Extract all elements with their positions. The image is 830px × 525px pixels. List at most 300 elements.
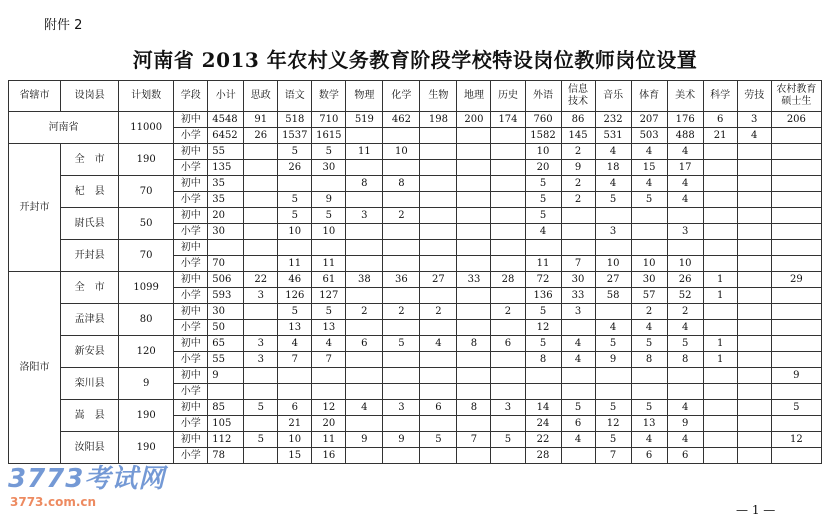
table-cell: 488: [667, 128, 703, 144]
table-cell: [420, 352, 457, 368]
table-cell: 20: [312, 416, 346, 432]
table-cell: 7: [278, 352, 312, 368]
table-cell: 3: [595, 224, 631, 240]
watermark-url: 3773.com.cn: [10, 495, 97, 509]
table-cell: [457, 304, 491, 320]
table-cell: [703, 400, 737, 416]
table-cell: [771, 304, 821, 320]
table-row: [9, 112, 822, 128]
watermark-logo: [8, 458, 165, 509]
table-row: [9, 208, 822, 224]
table-cell: [631, 368, 667, 384]
column-header: 计划数: [119, 81, 174, 112]
table-cell: 10: [278, 432, 312, 448]
table-cell: [457, 144, 491, 160]
table-cell: 2: [383, 208, 420, 224]
table-cell: [703, 192, 737, 208]
table-cell: [383, 448, 420, 464]
table-cell: [420, 144, 457, 160]
table-cell: 13: [631, 416, 667, 432]
table-cell: [491, 256, 525, 272]
table-cell: [420, 416, 457, 432]
table-cell: 5: [383, 336, 420, 352]
table-cell: 4: [278, 336, 312, 352]
table-cell: [383, 256, 420, 272]
table-cell: [491, 192, 525, 208]
table-cell: 55: [208, 144, 244, 160]
table-cell: [346, 352, 383, 368]
watermark-main: 3773考试网: [8, 464, 166, 494]
table-cell: [457, 240, 491, 256]
table-row: [9, 240, 822, 256]
table-cell: 6: [561, 416, 595, 432]
table-cell: 2: [667, 304, 703, 320]
table-cell: [703, 240, 737, 256]
table-cell: [525, 384, 561, 400]
table-cell: [244, 208, 278, 224]
plan-count: 190: [119, 432, 174, 464]
table-cell: 4: [595, 176, 631, 192]
table-cell: 4548: [208, 112, 244, 128]
table-cell: [208, 240, 244, 256]
table-cell: [346, 192, 383, 208]
table-cell: [346, 160, 383, 176]
table-cell: [312, 240, 346, 256]
table-cell: 5: [244, 400, 278, 416]
table-cell: [771, 256, 821, 272]
table-cell: [278, 176, 312, 192]
table-cell: 5: [244, 432, 278, 448]
table-cell: 9: [346, 432, 383, 448]
table-cell: [771, 192, 821, 208]
table-cell: 7: [312, 352, 346, 368]
table-cell: 4: [667, 400, 703, 416]
table-cell: [383, 240, 420, 256]
header-row: [9, 81, 822, 112]
table-cell: 初中: [174, 144, 208, 160]
table-cell: 72: [525, 272, 561, 288]
table-cell: [457, 416, 491, 432]
table-cell: [312, 368, 346, 384]
table-cell: [244, 416, 278, 432]
table-cell: 16: [312, 448, 346, 464]
table-cell: [595, 384, 631, 400]
table-cell: 小学: [174, 224, 208, 240]
table-cell: [244, 448, 278, 464]
table-row: [9, 272, 822, 288]
table-cell: 4: [667, 320, 703, 336]
table-cell: 46: [278, 272, 312, 288]
table-cell: 4: [667, 432, 703, 448]
table-cell: 12: [595, 416, 631, 432]
table-cell: 2: [561, 176, 595, 192]
table-cell: 4: [631, 176, 667, 192]
table-cell: 519: [346, 112, 383, 128]
table-cell: 6: [631, 448, 667, 464]
table-cell: 11: [312, 432, 346, 448]
column-header: 学段: [174, 81, 208, 112]
table-cell: 33: [561, 288, 595, 304]
table-cell: 初中: [174, 112, 208, 128]
table-cell: [667, 208, 703, 224]
table-cell: [457, 448, 491, 464]
table-cell: 11: [312, 256, 346, 272]
table-row: [9, 176, 822, 192]
table-cell: [491, 176, 525, 192]
table-cell: 206: [771, 112, 821, 128]
table-cell: 5: [278, 144, 312, 160]
table-cell: 38: [346, 272, 383, 288]
table-cell: 6: [420, 400, 457, 416]
table-cell: [420, 192, 457, 208]
plan-count: 120: [119, 336, 174, 368]
table-cell: 4: [737, 128, 771, 144]
table-cell: 小学: [174, 416, 208, 432]
table-cell: 136: [525, 288, 561, 304]
table-cell: [737, 144, 771, 160]
plan-count: 80: [119, 304, 174, 336]
table-cell: 5: [525, 336, 561, 352]
table-cell: [278, 384, 312, 400]
table-cell: 7: [595, 448, 631, 464]
table-cell: [244, 256, 278, 272]
column-header: 信息 技术: [561, 81, 595, 112]
table-cell: 26: [244, 128, 278, 144]
table-cell: [737, 400, 771, 416]
table-cell: [420, 176, 457, 192]
table-cell: 52: [667, 288, 703, 304]
city-name: 洛阳市: [9, 272, 61, 464]
table-cell: 小学: [174, 192, 208, 208]
table-row: [9, 432, 822, 448]
table-cell: [737, 336, 771, 352]
table-cell: 24: [525, 416, 561, 432]
table-cell: [737, 448, 771, 464]
table-cell: 5: [631, 400, 667, 416]
table-cell: 5: [595, 192, 631, 208]
table-cell: [771, 336, 821, 352]
table-cell: [703, 304, 737, 320]
table-cell: 30: [561, 272, 595, 288]
table-cell: [737, 384, 771, 400]
table-cell: 3: [737, 112, 771, 128]
table-cell: 5: [312, 208, 346, 224]
table-cell: [457, 256, 491, 272]
table-cell: [208, 384, 244, 400]
table-cell: [771, 448, 821, 464]
table-cell: [491, 416, 525, 432]
table-cell: [346, 384, 383, 400]
table-cell: [703, 384, 737, 400]
table-cell: 21: [703, 128, 737, 144]
table-cell: [561, 368, 595, 384]
table-cell: 30: [208, 304, 244, 320]
table-cell: [737, 352, 771, 368]
table-cell: 17: [667, 160, 703, 176]
table-cell: 8: [631, 352, 667, 368]
table-cell: [346, 224, 383, 240]
table-cell: 3: [244, 336, 278, 352]
plan-count: 9: [119, 368, 174, 400]
table-cell: [737, 304, 771, 320]
table-cell: 初中: [174, 208, 208, 224]
table-cell: [491, 128, 525, 144]
table-cell: 6: [346, 336, 383, 352]
table-cell: [737, 208, 771, 224]
plan-count: 50: [119, 208, 174, 240]
table-cell: [525, 240, 561, 256]
table-cell: 21: [278, 416, 312, 432]
table-cell: 11: [525, 256, 561, 272]
plan-count: 190: [119, 144, 174, 176]
table-cell: 57: [631, 288, 667, 304]
table-cell: [771, 240, 821, 256]
table-cell: 4: [525, 224, 561, 240]
table-cell: [278, 240, 312, 256]
table-cell: [703, 368, 737, 384]
table-cell: [244, 192, 278, 208]
city-name: 开封市: [9, 144, 61, 272]
table-cell: 5: [278, 192, 312, 208]
table-cell: [703, 432, 737, 448]
table-cell: 4: [667, 144, 703, 160]
table-cell: 小学: [174, 352, 208, 368]
table-cell: [420, 224, 457, 240]
table-cell: 8: [525, 352, 561, 368]
column-header: 科学: [703, 81, 737, 112]
table-cell: 初中: [174, 304, 208, 320]
table-cell: [457, 368, 491, 384]
table-cell: 1537: [278, 128, 312, 144]
table-cell: 12: [771, 432, 821, 448]
table-cell: 3: [244, 352, 278, 368]
table-cell: 5: [771, 400, 821, 416]
table-cell: [631, 384, 667, 400]
table-cell: 65: [208, 336, 244, 352]
column-header: 生物: [420, 81, 457, 112]
table-cell: 初中: [174, 176, 208, 192]
table-cell: 14: [525, 400, 561, 416]
table-cell: 初中: [174, 400, 208, 416]
table-cell: [737, 176, 771, 192]
plan-count: 70: [119, 176, 174, 208]
table-cell: 10: [312, 224, 346, 240]
table-cell: 61: [312, 272, 346, 288]
table-cell: 4: [420, 336, 457, 352]
table-cell: 5: [595, 400, 631, 416]
table-cell: [703, 320, 737, 336]
table-cell: 8: [667, 352, 703, 368]
table-cell: [737, 272, 771, 288]
table-cell: [737, 256, 771, 272]
table-cell: [244, 368, 278, 384]
table-cell: 11: [278, 256, 312, 272]
table-cell: 105: [208, 416, 244, 432]
table-cell: [457, 128, 491, 144]
table-cell: [771, 224, 821, 240]
table-cell: [631, 224, 667, 240]
table-cell: [771, 128, 821, 144]
table-cell: [737, 320, 771, 336]
table-cell: 4: [595, 320, 631, 336]
county-name: 栾川县: [61, 368, 119, 400]
table-cell: [420, 368, 457, 384]
table-cell: 5: [667, 336, 703, 352]
table-cell: 5: [491, 432, 525, 448]
table-cell: [420, 240, 457, 256]
table-cell: [244, 176, 278, 192]
table-cell: [561, 384, 595, 400]
table-cell: [278, 368, 312, 384]
table-cell: 462: [383, 112, 420, 128]
table-cell: 35: [208, 192, 244, 208]
table-cell: [737, 416, 771, 432]
table-cell: [491, 320, 525, 336]
table-cell: 593: [208, 288, 244, 304]
plan-count: 190: [119, 400, 174, 432]
table-cell: 初中: [174, 336, 208, 352]
table-cell: 小学: [174, 128, 208, 144]
table-cell: 1: [703, 288, 737, 304]
table-cell: [346, 416, 383, 432]
table-cell: [457, 224, 491, 240]
table-cell: 9: [312, 192, 346, 208]
table-cell: 531: [595, 128, 631, 144]
table-cell: [244, 384, 278, 400]
table-cell: 8: [457, 336, 491, 352]
table-row: [9, 336, 822, 352]
table-cell: [491, 352, 525, 368]
table-cell: [420, 448, 457, 464]
positions-table: [8, 80, 822, 464]
table-cell: 3: [346, 208, 383, 224]
table-cell: [491, 384, 525, 400]
table-cell: 小学: [174, 288, 208, 304]
table-cell: 35: [208, 176, 244, 192]
table-cell: 518: [278, 112, 312, 128]
table-cell: [383, 416, 420, 432]
table-cell: [667, 368, 703, 384]
table-cell: 760: [525, 112, 561, 128]
table-cell: 5: [312, 304, 346, 320]
table-cell: [457, 352, 491, 368]
column-header: 地理: [457, 81, 491, 112]
table-cell: [525, 368, 561, 384]
table-cell: 28: [491, 272, 525, 288]
table-cell: 135: [208, 160, 244, 176]
table-cell: 1582: [525, 128, 561, 144]
table-cell: [457, 176, 491, 192]
table-cell: 29: [771, 272, 821, 288]
table-cell: 9: [561, 160, 595, 176]
table-cell: [703, 256, 737, 272]
table-cell: [346, 368, 383, 384]
table-cell: 26: [667, 272, 703, 288]
table-cell: [631, 240, 667, 256]
table-cell: [737, 160, 771, 176]
table-cell: 20: [208, 208, 244, 224]
table-cell: 小学: [174, 320, 208, 336]
table-cell: [771, 384, 821, 400]
table-cell: [457, 160, 491, 176]
table-cell: [244, 144, 278, 160]
table-cell: [420, 128, 457, 144]
table-cell: [420, 320, 457, 336]
table-cell: [771, 288, 821, 304]
table-cell: [703, 416, 737, 432]
table-cell: 9: [383, 432, 420, 448]
table-row: [9, 144, 822, 160]
county-name: 全 市: [61, 144, 119, 176]
table-cell: 小学: [174, 160, 208, 176]
table-cell: 2: [346, 304, 383, 320]
table-cell: 6: [278, 400, 312, 416]
table-cell: 28: [525, 448, 561, 464]
table-cell: [383, 384, 420, 400]
table-cell: [771, 208, 821, 224]
table-cell: 20: [525, 160, 561, 176]
table-row: [9, 400, 822, 416]
table-cell: 26: [278, 160, 312, 176]
table-row: [9, 368, 822, 384]
table-cell: [561, 240, 595, 256]
table-cell: [561, 224, 595, 240]
table-cell: [667, 384, 703, 400]
table-cell: 5: [278, 304, 312, 320]
table-cell: 55: [208, 352, 244, 368]
table-cell: 6: [703, 112, 737, 128]
table-cell: [703, 448, 737, 464]
table-cell: 5: [312, 144, 346, 160]
plan-count: 1099: [119, 272, 174, 304]
table-cell: 2: [631, 304, 667, 320]
table-cell: 10: [383, 144, 420, 160]
table-cell: 50: [208, 320, 244, 336]
table-cell: 30: [631, 272, 667, 288]
table-cell: 2: [491, 304, 525, 320]
table-cell: 15: [278, 448, 312, 464]
table-cell: [737, 368, 771, 384]
column-header: 音乐: [595, 81, 631, 112]
county-name: 汝阳县: [61, 432, 119, 464]
table-cell: [595, 240, 631, 256]
table-cell: [420, 208, 457, 224]
table-cell: [312, 384, 346, 400]
table-cell: 85: [208, 400, 244, 416]
page-title: 河南省 2013 年农村义务教育阶段学校特设岗位教师岗位设置: [132, 48, 698, 72]
table-cell: [737, 432, 771, 448]
column-header: 设岗县: [61, 81, 119, 112]
table-cell: 22: [244, 272, 278, 288]
table-cell: 174: [491, 112, 525, 128]
table-cell: 207: [631, 112, 667, 128]
table-cell: [703, 144, 737, 160]
table-cell: 4: [561, 432, 595, 448]
table-cell: [346, 288, 383, 304]
table-cell: 2: [383, 304, 420, 320]
table-cell: 3: [244, 288, 278, 304]
county-name: 尉氏县: [61, 208, 119, 240]
table-cell: [703, 160, 737, 176]
table-cell: 5: [525, 176, 561, 192]
table-cell: [491, 224, 525, 240]
table-cell: 6452: [208, 128, 244, 144]
table-cell: 22: [525, 432, 561, 448]
table-cell: [346, 240, 383, 256]
table-cell: [561, 208, 595, 224]
table-cell: 126: [278, 288, 312, 304]
table-cell: 9: [771, 368, 821, 384]
